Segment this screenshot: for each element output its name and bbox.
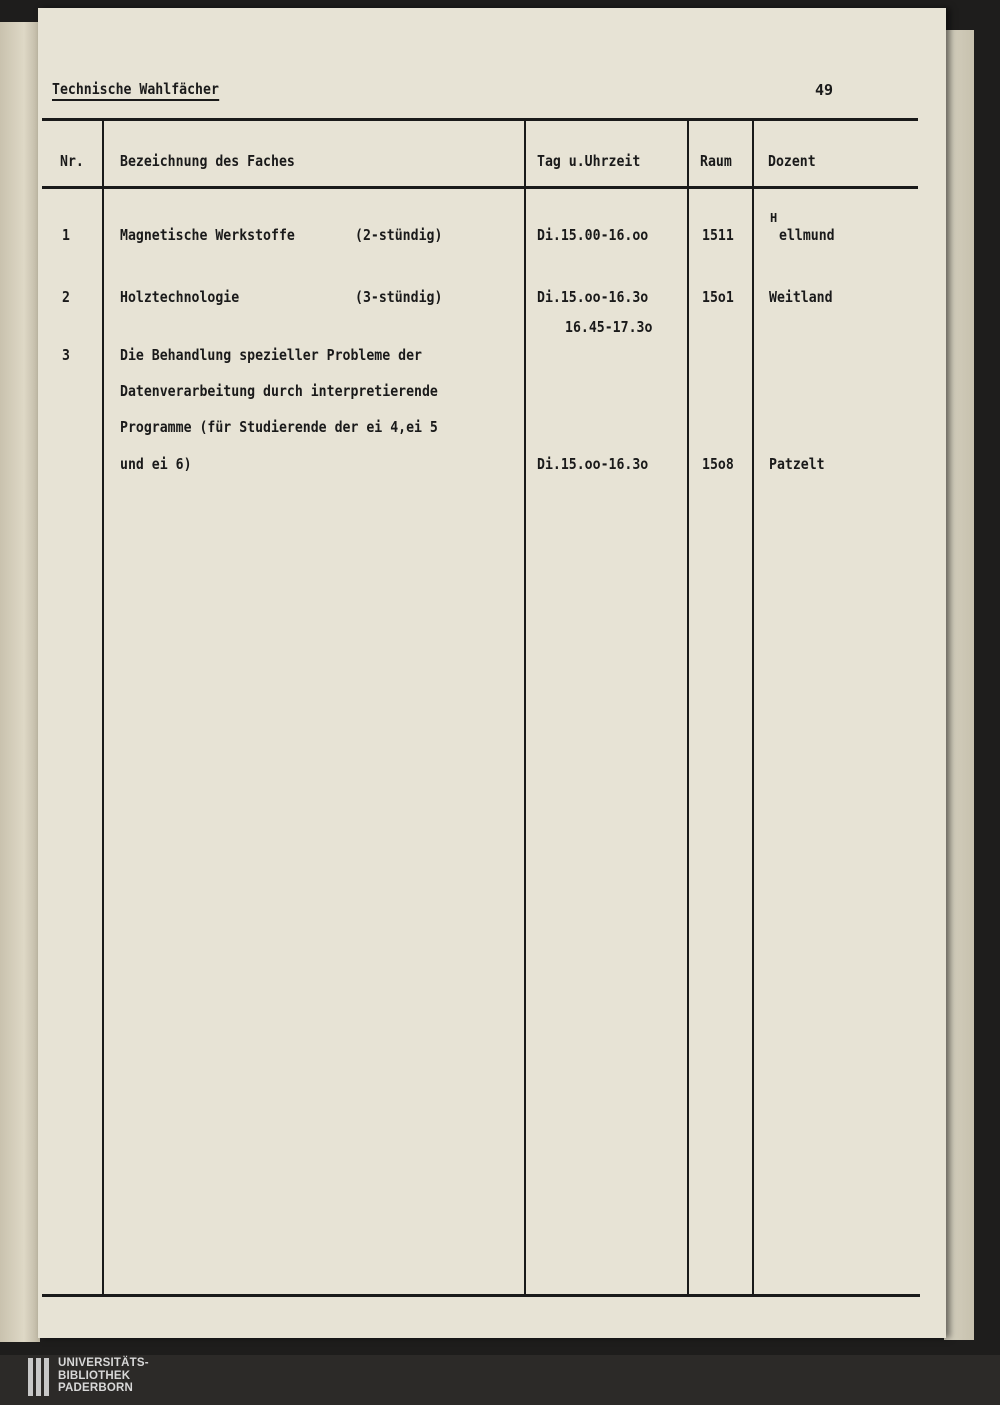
subject-line: und ei 6) (120, 455, 192, 473)
library-logo-text (58, 1357, 149, 1395)
lecturer: Patzelt (769, 455, 825, 473)
subject-name: Magnetische Werkstoffe (120, 226, 295, 244)
room: 15o8 (702, 455, 734, 473)
row-number: 2 (62, 288, 70, 306)
left-page-edge (0, 22, 40, 1342)
room: 15o1 (702, 288, 734, 306)
day-time: Di.15.00-16.oo (537, 226, 649, 244)
room: 1511 (702, 226, 734, 244)
logo-line: UNIVERSITÄTS- (58, 1357, 149, 1369)
column-header-lecturer: Dozent (768, 152, 816, 170)
lecturer-initial: H (770, 211, 778, 225)
subject-name: Holztechnologie (120, 288, 240, 306)
column-divider-time (687, 120, 689, 1296)
column-divider-nr (102, 120, 104, 1296)
column-header-time: Tag u.Uhrzeit (537, 152, 641, 170)
right-page-edge (944, 30, 974, 1340)
table-header-rule (42, 186, 918, 189)
day-time: Di.15.oo-16.3o (537, 288, 649, 306)
row-number: 3 (62, 346, 70, 364)
lecturer: Weitland (769, 288, 833, 306)
subject-hours: (3-stündig) (355, 288, 443, 306)
column-divider-room (752, 120, 754, 1296)
column-header-subject: Bezeichnung des Faches (120, 152, 295, 170)
day-time-second: 16.45-17.3o (565, 318, 653, 336)
subject-line: Die Behandlung spezieller Probleme der (120, 346, 422, 364)
subject-hours: (2-stündig) (355, 226, 443, 244)
viewer-footer (0, 1355, 1000, 1405)
column-header-nr: Nr. (60, 152, 84, 170)
subject-line: Datenverarbeitung durch interpretierende (120, 382, 438, 400)
table-top-rule (42, 118, 918, 121)
column-divider-subject (524, 120, 526, 1296)
logo-line: PADERBORN (58, 1382, 134, 1394)
page-number: 49 (815, 81, 834, 99)
lecturer: ellmund (779, 226, 835, 244)
logo-line: BIBLIOTHEK (58, 1369, 131, 1382)
subject-line: Programme (für Studierende der ei 4,ei 5 (120, 418, 438, 436)
library-logo-icon (28, 1358, 50, 1396)
day-time: Di.15.oo-16.3o (537, 455, 649, 473)
table-bottom-rule (42, 1294, 920, 1297)
document-page (38, 8, 946, 1338)
row-number: 1 (62, 226, 70, 244)
page-title: Technische Wahlfächer (52, 80, 219, 101)
column-header-room: Raum (700, 152, 732, 170)
